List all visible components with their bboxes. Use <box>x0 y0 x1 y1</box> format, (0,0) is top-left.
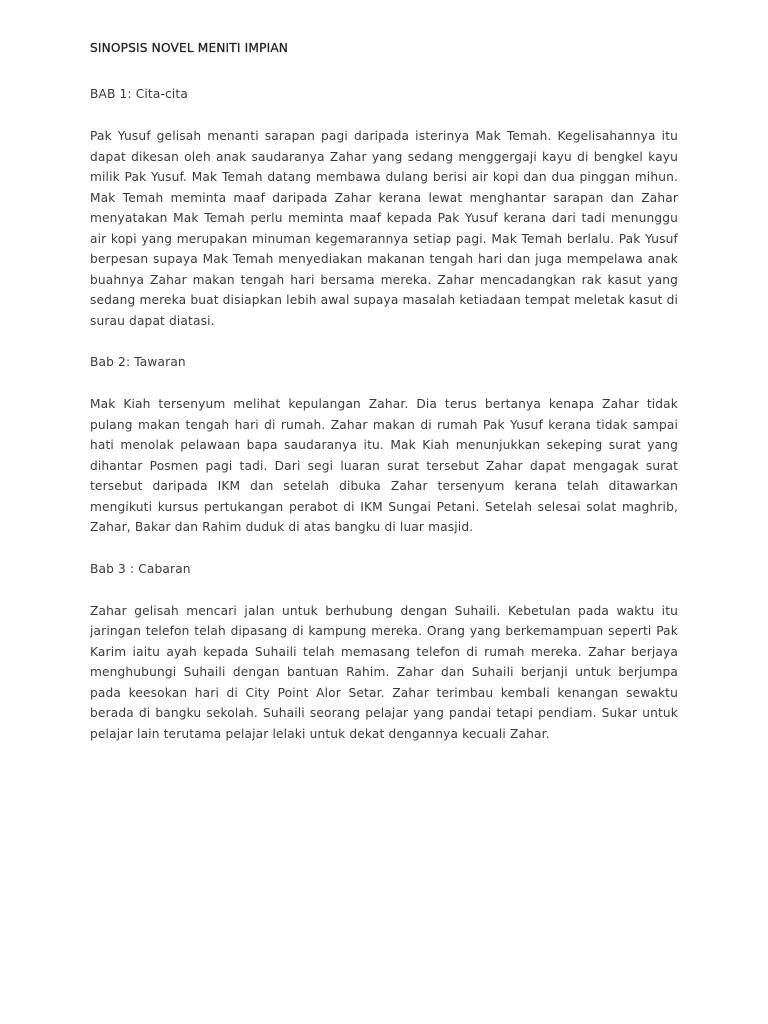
chapter-body: Pak Yusuf gelisah menanti sarapan pagi daripada isterinya Mak Temah. Kegelisahannya itu dapat dikesan oleh anak saudaranya Zahar yang sedang menggergaji kayu di bengkel kayu milik Pak Yusuf. Mak Temah datang membawa dulang berisi air kopi dan dua pinggan mihun. Mak Temah meminta maaf daripada Zahar kerana lewat menghantar sarapan dan Zahar menyatakan Mak Temah perlu meminta maaf kepada Pak Yusuf kerana dari tadi menunggu air kopi yang merupakan minuman kegemarannya setiap pagi. Mak Temah berlalu. Pak Yusuf berpesan supaya Mak Temah menyediakan makanan tengah hari dan juga mempelawa anak buahnya Zahar makan tengah hari bersama mereka. Zahar mencadangkan rak kasut yang sedang mereka buat disiapkan lebih awal supaya masalah ketiadaan tempat meletak kasut di surau dapat diatasi. <box>90 129 678 328</box>
chapter-body: Mak Kiah tersenyum melihat kepulangan Zahar. Dia terus bertanya kenapa Zahar tidak pulang makan tengah hari di rumah. Zahar makan di rumah Pak Yusuf kerana tidak sampai hati menolak pelawaan bapa saudaranya itu. Mak Kiah menunjukkan sekeping surat yang dihantar Posmen pagi tadi. Dari segi luaran surat tersebut Zahar dapat mengagak surat tersebut daripada IKM dan setelah dibuka Zahar tersenyum kerana telah ditawarkan mengikuti kursus pertukangan perabot di IKM Sungai Petani. Setelah selesai solat maghrib, Zahar, Bakar dan Rahim duduk di atas bangku di luar masjid. <box>90 397 678 534</box>
chapter-heading: BAB 1: Cita-cita <box>90 87 188 101</box>
chapter-heading: Bab 2: Tawaran <box>90 355 186 369</box>
chapter-1 <box>90 84 678 331</box>
chapter-heading: Bab 3 : Cabaran <box>90 561 191 576</box>
chapter-2 <box>90 352 678 538</box>
document-page <box>90 38 678 765</box>
chapter-3 <box>90 559 678 745</box>
document-title: SINOPSIS NOVEL MENITI IMPIAN <box>90 41 289 55</box>
chapter-body: Zahar gelisah mencari jalan untuk berhubung dengan Suhaili. Kebetulan pada waktu itu jaringan telefon telah dipasang di kampung mereka. Orang yang berkemampuan seperti Pak Karim iaitu ayah kepada Suhaili telah memasang telefon di rumah mereka. Zahar berjaya menghubungi Suhaili dengan bantuan Rahim. Zahar dan Suhaili berjanji untuk berjumpa pada keesokan hari di City Point Alor Setar. Zahar terimbau kembali kenangan sewaktu berada di bangku sekolah. Suhaili seorang pelajar yang pandai tetapi pendiam. Sukar untuk pelajar lain terutama pelajar lelaki untuk dekat dengannya kecuali Zahar. <box>90 603 678 741</box>
